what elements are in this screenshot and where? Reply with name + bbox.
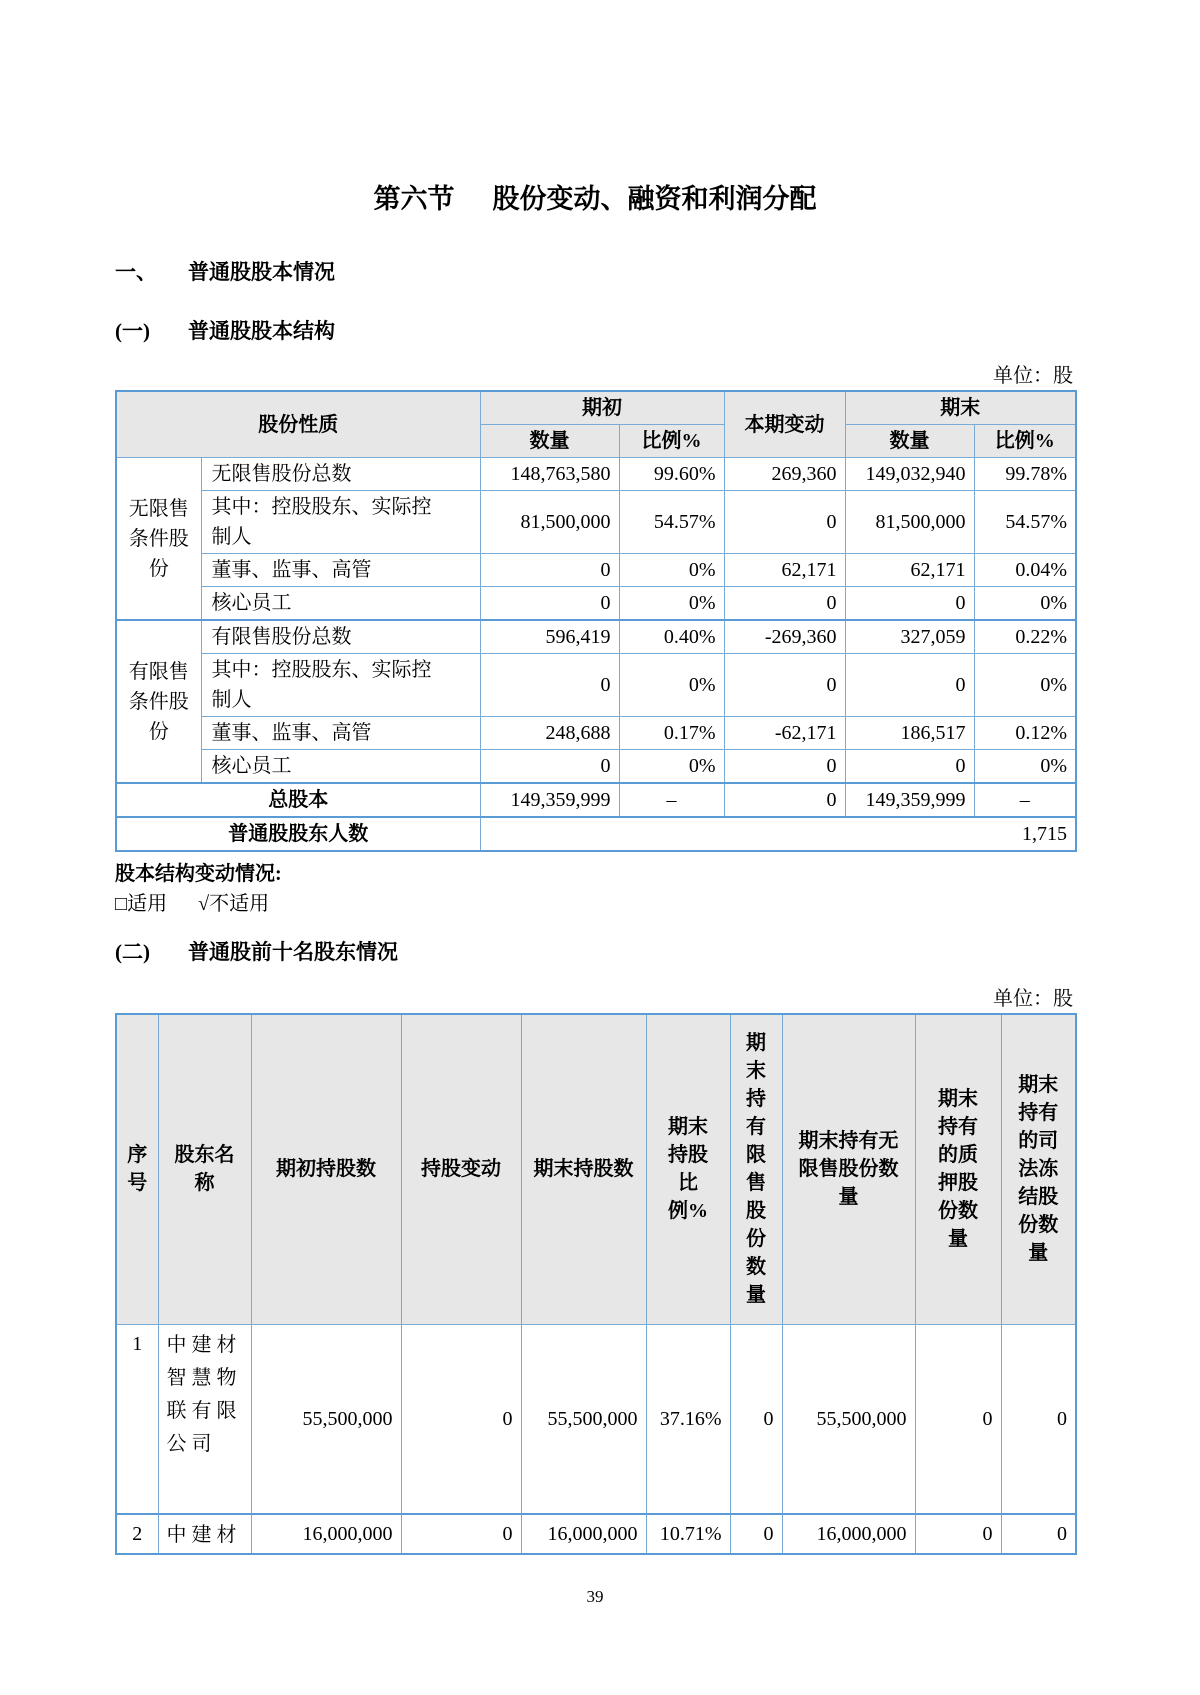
header-pledged-shares: 期末持有的质押股份数量 — [915, 1014, 1001, 1324]
group-label-unrestricted: 无限售条件股份 — [116, 458, 201, 621]
cell-seq-no: 2 — [116, 1514, 158, 1554]
cell-end-qty: 62,171 — [845, 554, 974, 587]
cell-begin-ratio: 0% — [619, 654, 724, 717]
cell-begin-ratio: 0% — [619, 750, 724, 784]
cell-end-ratio: – — [974, 783, 1076, 817]
table-row-restricted-controller — [116, 654, 1076, 717]
page-title — [115, 0, 1075, 216]
header-end-ratio: 比例% — [974, 425, 1076, 458]
table-row-unrestricted-executives — [116, 554, 1076, 587]
table-row-restricted-core-staff — [116, 750, 1076, 784]
cell-begin-qty: 0 — [480, 750, 619, 784]
cell-unrestricted-shares: 16,000,000 — [782, 1514, 915, 1554]
cell-pledged-shares: 0 — [915, 1324, 1001, 1514]
cell-begin-ratio: 0% — [619, 554, 724, 587]
top-holders-table — [115, 1013, 1077, 1555]
page-number: 39 — [586, 1587, 604, 1606]
cell-share-change: 0 — [401, 1514, 521, 1554]
header-end-qty: 数量 — [845, 425, 974, 458]
cell-end-shares: 55,500,000 — [521, 1324, 646, 1514]
header-end-ratio: 期末持股比例% — [646, 1014, 730, 1324]
section-number: (二) — [115, 940, 150, 964]
cell-change: 0 — [724, 750, 845, 784]
checkbox-applicable: □适用 — [115, 893, 168, 915]
cell-end-ratio: 99.78% — [974, 458, 1076, 491]
cell-end-qty: 0 — [845, 654, 974, 717]
cell-end-qty: 149,359,999 — [845, 783, 974, 817]
section-title: 普通股股本情况 — [188, 260, 335, 284]
cell-begin-ratio: 0% — [619, 587, 724, 621]
table-header-row — [116, 391, 1076, 425]
cell-frozen-shares: 0 — [1001, 1324, 1076, 1514]
header-beginning: 期初 — [480, 391, 724, 425]
row-label: 董事、监事、高管 — [201, 554, 480, 587]
cell-end-ratio: 54.57% — [974, 491, 1076, 554]
cell-change: 269,360 — [724, 458, 845, 491]
table-row-restricted-executives — [116, 717, 1076, 750]
cell-end-ratio: 0% — [974, 654, 1076, 717]
page-title-text: 股份变动、融资和利润分配 — [492, 184, 817, 214]
cell-end-shares: 16,000,000 — [521, 1514, 646, 1554]
cell-share-change: 0 — [401, 1324, 521, 1514]
cell-begin-qty: 149,359,999 — [480, 783, 619, 817]
page-title-part-no: 第六节 — [373, 184, 455, 214]
applicability-line — [115, 890, 1075, 918]
cell-change: 0 — [724, 491, 845, 554]
unit-label: 单位：股 — [993, 365, 1073, 387]
cell-begin-ratio: – — [619, 783, 724, 817]
header-change: 本期变动 — [724, 391, 845, 458]
holder-row-1 — [116, 1324, 1076, 1514]
header-holder-name: 股东名称 — [158, 1014, 251, 1324]
cell-begin-ratio: 99.60% — [619, 458, 724, 491]
table-row-restricted-total — [116, 620, 1076, 654]
header-seq-no: 序号 — [116, 1014, 158, 1324]
cell-change: -62,171 — [724, 717, 845, 750]
cell-change: 0 — [724, 587, 845, 621]
cell-end-ratio: 0.12% — [974, 717, 1076, 750]
change-note-title: 股本结构变动情况: — [115, 863, 282, 885]
cell-end-ratio: 0.22% — [974, 620, 1076, 654]
cell-begin-qty: 0 — [480, 554, 619, 587]
cell-frozen-shares: 0 — [1001, 1514, 1076, 1554]
cell-end-ratio: 10.71% — [646, 1514, 730, 1554]
section-heading-1-1 — [115, 317, 1075, 346]
header-share-change: 持股变动 — [401, 1014, 521, 1324]
table-row-unrestricted-total — [116, 458, 1076, 491]
cell-begin-qty: 248,688 — [480, 717, 619, 750]
cell-end-qty: 149,032,940 — [845, 458, 974, 491]
cell-end-qty: 0 — [845, 587, 974, 621]
holder-count-label: 普通股股东人数 — [116, 817, 480, 851]
cell-begin-ratio: 0.17% — [619, 717, 724, 750]
cell-begin-qty: 148,763,580 — [480, 458, 619, 491]
header-frozen-shares: 期末持有的司法冻结股份数量 — [1001, 1014, 1076, 1324]
total-label: 总股本 — [116, 783, 480, 817]
table-row-unrestricted-controller — [116, 491, 1076, 554]
cell-end-qty: 81,500,000 — [845, 491, 974, 554]
cell-holder-name: 中建材智慧物联有限公司 — [158, 1324, 251, 1514]
row-label: 其中：控股股东、实际控制人 — [201, 491, 480, 554]
header-begin-ratio: 比例% — [619, 425, 724, 458]
table-row-total-capital — [116, 783, 1076, 817]
cell-begin-ratio: 0.40% — [619, 620, 724, 654]
header-begin-shares: 期初持股数 — [251, 1014, 401, 1324]
cell-begin-shares: 16,000,000 — [251, 1514, 401, 1554]
cell-change: 62,171 — [724, 554, 845, 587]
section-heading-1-2 — [115, 938, 1075, 967]
section-title: 普通股前十名股东情况 — [188, 940, 398, 964]
section-number: 一、 — [115, 260, 157, 284]
cell-begin-shares: 55,500,000 — [251, 1324, 401, 1514]
cell-end-ratio: 0% — [974, 750, 1076, 784]
section-heading-1 — [115, 258, 1075, 287]
cell-end-ratio: 37.16% — [646, 1324, 730, 1514]
cell-begin-qty: 81,500,000 — [480, 491, 619, 554]
cell-begin-qty: 596,419 — [480, 620, 619, 654]
row-label: 有限售股份总数 — [201, 620, 480, 654]
cell-begin-qty: 0 — [480, 654, 619, 717]
section-number: (一) — [115, 319, 150, 343]
cell-end-qty: 186,517 — [845, 717, 974, 750]
row-label: 核心员工 — [201, 750, 480, 784]
cell-change: -269,360 — [724, 620, 845, 654]
section-title: 普通股股本结构 — [188, 319, 335, 343]
checkbox-not-applicable: √不适用 — [198, 893, 270, 915]
cell-restricted-shares: 0 — [730, 1324, 782, 1514]
cell-begin-ratio: 54.57% — [619, 491, 724, 554]
unit-label: 单位：股 — [993, 988, 1073, 1010]
header-unrestricted-shares: 期末持有无限售股份数量 — [782, 1014, 915, 1324]
cell-pledged-shares: 0 — [915, 1514, 1001, 1554]
row-label: 董事、监事、高管 — [201, 717, 480, 750]
header-nature: 股份性质 — [116, 391, 480, 458]
cell-begin-qty: 0 — [480, 587, 619, 621]
cell-end-ratio: 0% — [974, 587, 1076, 621]
holder-row-2 — [116, 1514, 1076, 1554]
cell-seq-no: 1 — [116, 1324, 158, 1514]
header-begin-qty: 数量 — [480, 425, 619, 458]
holder-count-value: 1,715 — [480, 817, 1076, 851]
row-label: 其中：控股股东、实际控制人 — [201, 654, 480, 717]
row-label: 核心员工 — [201, 587, 480, 621]
cell-end-qty: 0 — [845, 750, 974, 784]
header-ending: 期末 — [845, 391, 1076, 425]
cell-restricted-shares: 0 — [730, 1514, 782, 1554]
share-structure-table — [115, 390, 1077, 852]
cell-unrestricted-shares: 55,500,000 — [782, 1324, 915, 1514]
cell-change: 0 — [724, 654, 845, 717]
cell-end-ratio: 0.04% — [974, 554, 1076, 587]
table-header-row — [116, 1014, 1076, 1324]
table-row-unrestricted-core-staff — [116, 587, 1076, 621]
cell-change: 0 — [724, 783, 845, 817]
table-row-holder-count — [116, 817, 1076, 851]
page-content — [115, 0, 1075, 1609]
header-end-shares: 期末持股数 — [521, 1014, 646, 1324]
cell-holder-name: 中建材 — [158, 1514, 251, 1554]
header-restricted-shares: 期末持有限售股份数量 — [730, 1014, 782, 1324]
cell-end-qty: 327,059 — [845, 620, 974, 654]
group-label-restricted: 有限售条件股份 — [116, 620, 201, 783]
row-label: 无限售股份总数 — [201, 458, 480, 491]
